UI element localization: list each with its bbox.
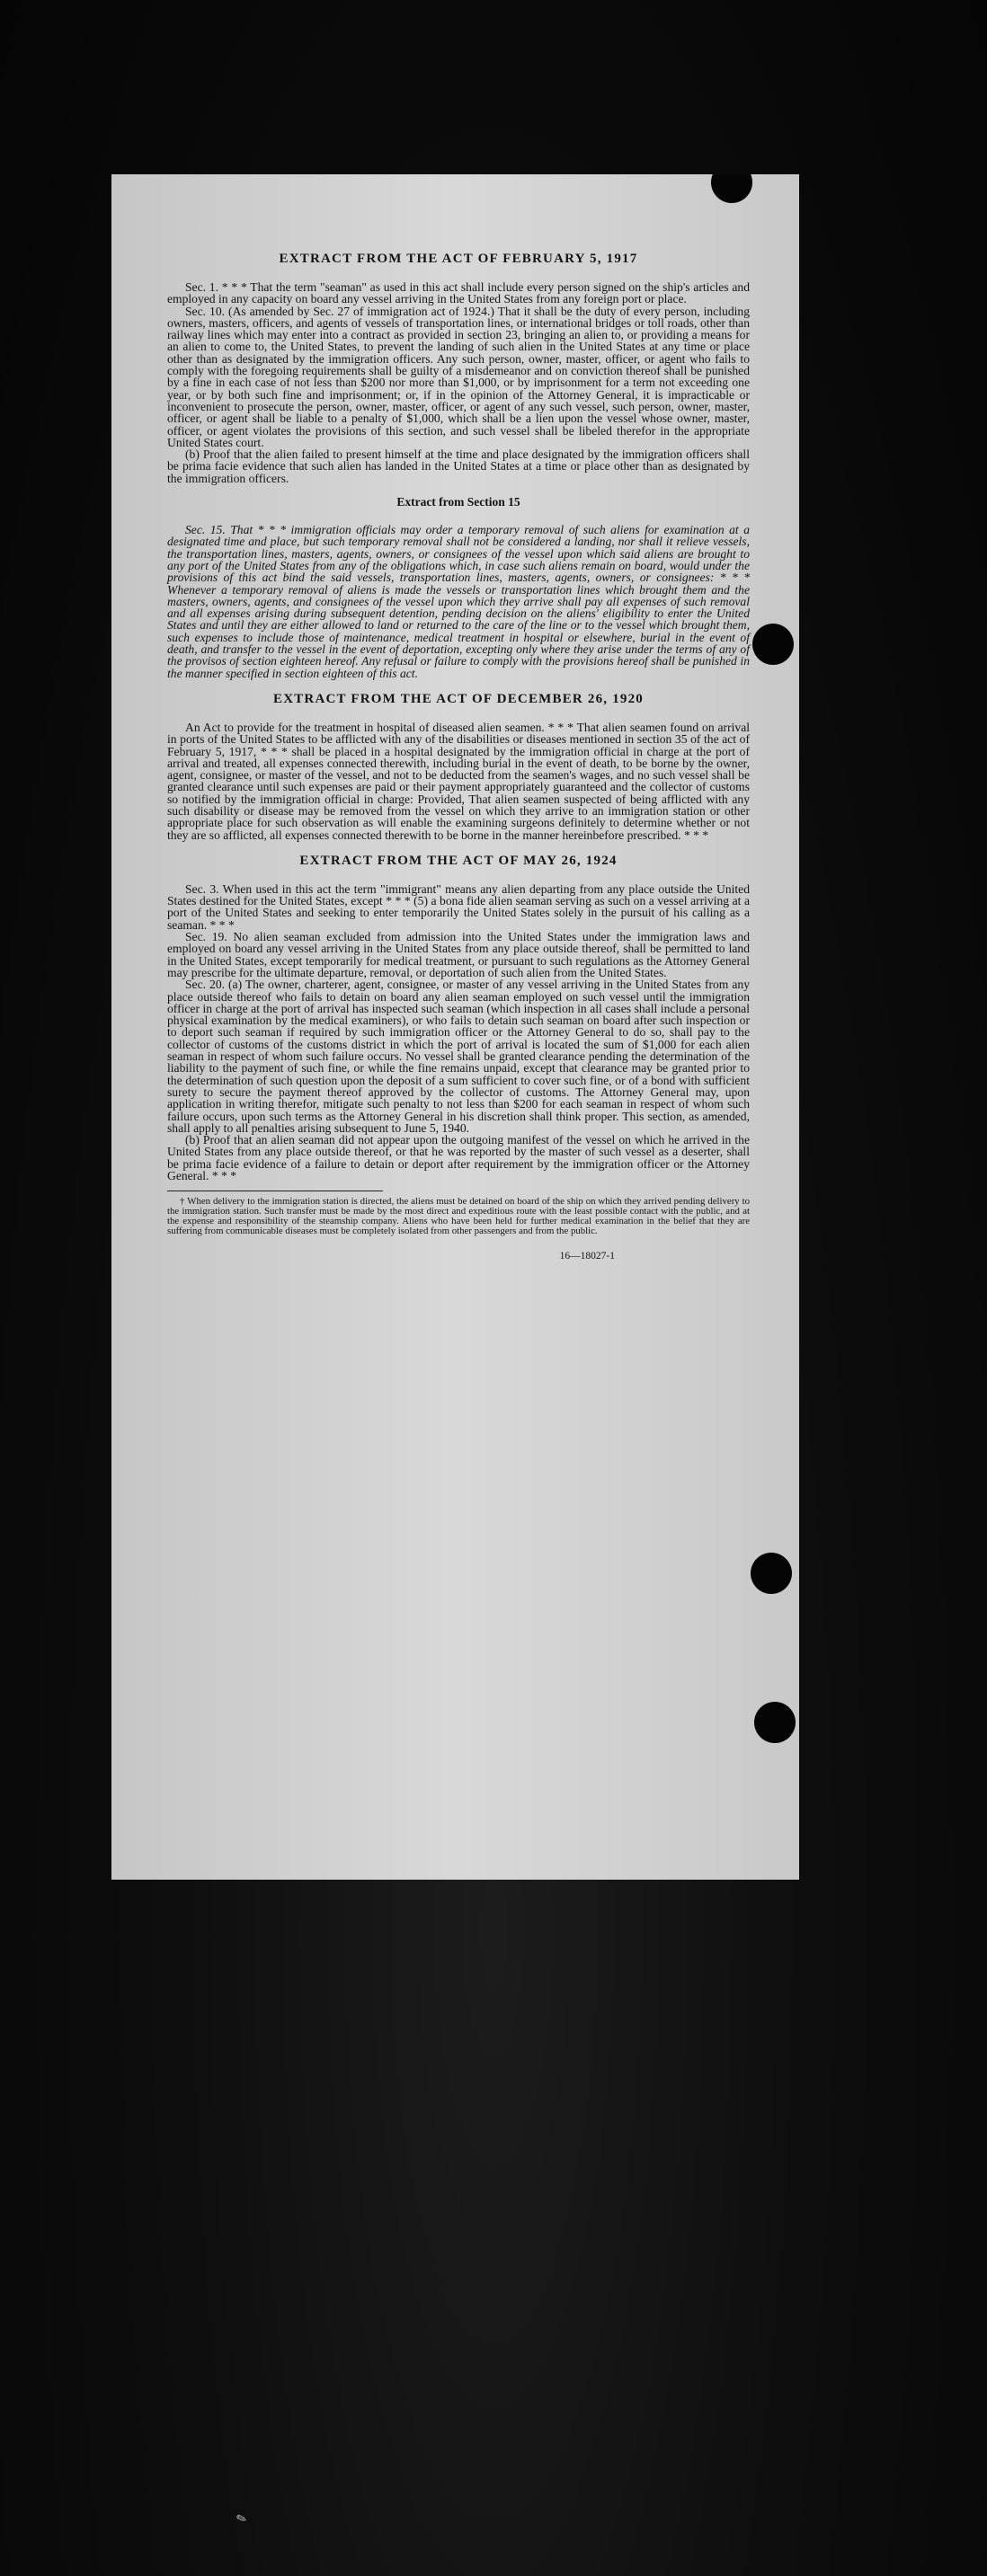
film-scratch-mark: ✎ [235,2511,250,2528]
sec-19-paragraph: Sec. 19. No alien seaman excluded from admission into the United States under the immigration laws and employed on board any vessel arriving in the United States from any place outside thereof, shall be permitted to land in the United States, except temporarily for medical treatment, or pursuant to such regulations as the Attorney General may prescribe for the ultimate departure, removal, or deportation of such alien from the United States. [167,930,750,979]
heading-section-15: Extract from Section 15 [396,495,520,509]
sec-10-b-paragraph: (b) Proof that the alien failed to present himself at the time and place designated by the immigration officers shall be prima facie evidence that such alien has landed in the United States at a time or place other than as designated by the immigration officers. [167,447,750,485]
sec-15-paragraph: Sec. 15. That * * * immigration officials may order a temporary removal of such aliens for examination at a designated time and place, but such temporary removal shall not be considered a landing, nor shall it relieve vessels, the transportation lines, masters, agents, owners, or consignees of the vessel upon which said aliens are brought to any port of the United States from any of the obligations which, in case such aliens remain on board, would under the provisions of this act bind the said vessels, transportation lines, masters, agents, owners, or consignees: * * * Whenever a temporary removal of aliens is made the vessels or transportation lines which brought them and the masters, owners, agents, and consignees of the vessel upon which they arrive shall pay all expenses of such removal and all expenses arising during subsequent detention, pending decision on the aliens' eligibility to enter the United States and until they are either allowed to land or returned to the care of the line or to the vessel which brought them, such expenses to include those of maintenance, medical treatment in hospital or elsewhere, burial in the event of death, and transfer to the vessel in the event of deportation, excepting only where they arise under the terms of any of the provisos of section eighteen hereof. Any refusal or failure to comply with the provisions hereof shall be punished in the manner specified in section eighteen of this act. [167,523,750,680]
sec-20-b-paragraph: (b) Proof that an alien seaman did not appear upon the outgoing manifest of the vessel on which he arrived in the United States from any place outside thereof, or that he was reported by the master of such vessel as a deserter, shall be prima facie evidence of a failure to detain or deport after requirement by the immigration officer or the Attorney General. * * * [167,1133,750,1182]
punch-hole-1 [752,624,794,665]
heading-1917: EXTRACT FROM THE ACT OF FEBRUARY 5, 1917 [279,252,638,266]
punch-hole-2 [751,1553,792,1594]
heading-1920: EXTRACT FROM THE ACT OF DECEMBER 26, 1920 [272,691,645,706]
sec-10-paragraph: Sec. 10. (As amended by Sec. 27 of immigration act of 1924.) That it shall be the duty of every person, including owners, masters, officers, and agents of vessels of transportation lines, or international bridges or toll roads, other than railway lines which may enter into a contract as provided in section 23, bringing an alien to, or providing a means for an alien to come to, the United States, to prevent the landing of such alien in the United States at any time or place other than as designated by the immigration officers. Any such person, owner, master, officer, or agent who fails to comply with the foregoing requirements shall be guilty of a misdemeanor and on conviction thereof shall be punished by a fine in each case of not less than $200 nor more than $1,000, or by imprisonment for a term not exceeding one year, or by both such fine and imprisonment; or, if in the opinion of the Attorney General, it is impracticable or inconvenient to prosecute the person, owner, master, officer, or agent of any such vessel, such person, owner, master, officer, or agent shall be liable to a penalty of $1,000, which shall be a lien upon the vessel whose owner, master, officer, or agent violates the provisions of this section, and such vessel shall be libeled therefor in the appropriate United States court. [167,304,750,449]
punch-hole-3 [754,1702,796,1743]
form-code: 16—18027-1 [559,1251,615,1262]
punch-hole-top [711,174,752,203]
sec-3-paragraph: Sec. 3. When used in this act the term "immigrant" means any alien departing from any place outside the United States destined for the United States, except * * * (5) a bona fide alien seaman serving as such on a vessel arriving at a port of the United States and seeking to enter temporarily the United States solely in the pursuit of his calling as a seaman. * * * [167,881,750,932]
sec-20-paragraph: Sec. 20. (a) The owner, charterer, agent, consignee, or master of any vessel arriving in the United States from any place outside thereof who fails to detain on board any alien seaman employed on such vessel until the immigration officer in charge at the port of arrival has inspected such seaman (which inspection in all cases shall include a personal physical examination by the medical examiners), or who fails to detain such seaman on board after such inspection or to deport such seaman if required by such immigration officer or the Attorney General to do so, shall pay to the collector of customs of the customs district in which the port of arrival is located the sum of $1,000 for each alien seaman in respect of whom such failure occurs. No vessel shall be granted clearance pending the determination of the liability to the payment of such fine, or while the fine remains unpaid, except that clearance may be granted prior to the determination of such question upon the deposit of a sum sufficient to cover such fine, or of a bond with sufficient surety to secure the payment thereof approved by the collector of customs. The Attorney General may, upon application in writing therefor, mitigate such penalty to not less than $200 for each seaman in respect of whom such failure occurs, upon such terms as the Attorney General in his discretion shall think proper. This section, as amended, shall apply to all penalties arising subsequent to June 5, 1940. [167,978,750,1135]
sec-1-paragraph: Sec. 1. * * * That the term "seaman" as used in this act shall include every person signed on the ship's articles and employed in any capacity on board any vessel arriving in the United States from any foreign port or place. [167,280,750,306]
footnote: † When delivery to the immigration station is directed, the aliens must be detained on board of the ship on which they arrived pending delivery to the immigration station. Such transfer must be made by the most direct and expeditious route with the least possible contact with the public, and at the expense and responsibility of the steamship company. Aliens who have been held for further medical examination in the belief that they are suffering from communicable diseases must be completely isolated from other passengers and from the public. [167,1196,750,1237]
heading-1924: EXTRACT FROM THE ACT OF MAY 26, 1924 [299,853,618,868]
act-1920-paragraph: An Act to provide for the treatment in hospital of diseased alien seamen. * * * That alien seamen found on arrival in ports of the United States to be afflicted with any of the disabilities or diseases mentioned in section 35 of the act of February 5, 1917, * * * shall be placed in a hospital designated by the immigration official in charge at the port of arrival and treated, all expenses connected therewith, including burial in the event of death, to be borne by the owner, agent, consignee, or master of the vessel, and not to be deducted from the seamen's wages, and no such vessel shall be granted clearance until such expenses are paid or their payment appropriately guaranteed and the collector of customs so notified by the immigration official in charge: Provided, That alien seamen suspected of being afflicted with any such disability or disease may be removed from the vessel on which they arrive to an immigration station or other appropriate place for such observation as will enable the examining surgeons definitely to determine whether or not they are so afflicted, all expenses connected therewith to be borne in the manner hereinbefore prescribed. * * * [167,720,750,842]
document-page [111,174,799,1880]
